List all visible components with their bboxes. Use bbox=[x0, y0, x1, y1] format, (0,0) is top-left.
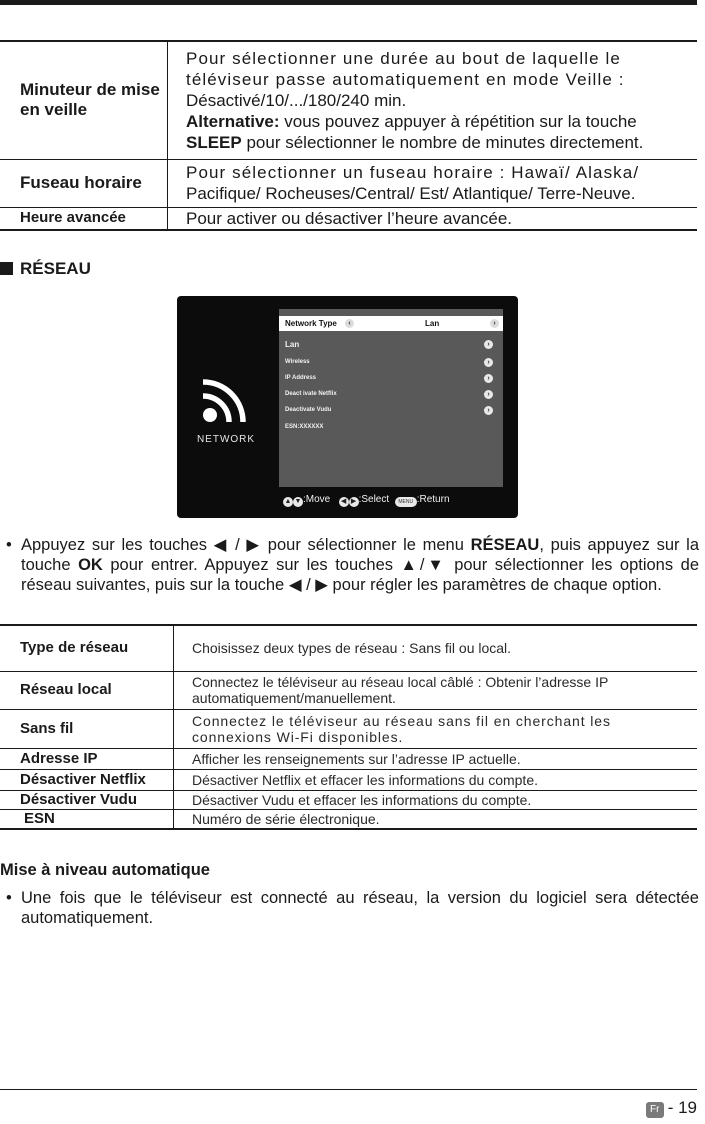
menu-item-deactivate-netflix[interactable]: Deact ivate Netflix › bbox=[285, 387, 497, 402]
auto-update-heading: Mise à niveau automatique bbox=[0, 861, 210, 879]
chevron-right-icon: › bbox=[484, 390, 493, 399]
menu-item-esn: ESN:XXXXXX bbox=[285, 424, 324, 430]
auto-update-bullet: • Une fois que le téléviseur est connecté au réseau, la version du logiciel sera détectée automatiquement. bbox=[6, 889, 699, 927]
footer-rule bbox=[0, 1089, 697, 1090]
menu-button-icon: MENU bbox=[395, 497, 417, 507]
row-value: Connectez le téléviseur au réseau local câblé : Obtenir l’adresse IP automatiquement/manuellement. bbox=[174, 671, 698, 709]
remote-hints-bar: ▲ ▼ :Move ◀ ▶ :Select MENU :Return bbox=[284, 494, 450, 505]
network-label: NETWORK bbox=[196, 434, 256, 445]
right-button-icon: ▶ bbox=[349, 497, 359, 507]
section-heading-reseau: RÉSEAU bbox=[0, 259, 91, 279]
row-key: Adresse IP bbox=[0, 748, 174, 769]
row-key: Désactiver Netflix bbox=[0, 769, 174, 790]
row-value: Connectez le téléviseur au réseau sans fil en cherchant les connexions Wi-Fi disponibles. bbox=[174, 709, 698, 748]
network-options-table bbox=[0, 624, 697, 830]
row-key: Désactiver Vudu bbox=[0, 790, 174, 809]
sleep-settings-table bbox=[0, 40, 697, 231]
wifi-network-icon bbox=[201, 378, 247, 424]
table-row bbox=[0, 671, 697, 709]
row-value: Pour sélectionner un fuseau horaire : Hawaï/ Alaska/ Pacifique/ Rocheuses/Central/ Est/ Atlantique/ Terre-Neuve. bbox=[168, 159, 698, 207]
table-row bbox=[0, 748, 697, 769]
menu-item-ip-address[interactable]: IP Address › bbox=[285, 371, 497, 386]
table-row bbox=[0, 159, 697, 207]
left-button-icon: ◀ bbox=[339, 497, 349, 507]
up-button-icon: ▲ bbox=[284, 498, 292, 505]
row-value: Désactiver Vudu et effacer les informations du compte. bbox=[174, 790, 698, 809]
bullet-dot: • bbox=[6, 889, 12, 907]
table-row bbox=[0, 41, 697, 159]
row-value: Désactiver Netflix et effacer les informations du compte. bbox=[174, 769, 698, 790]
row-value: Choisissez deux types de réseau : Sans fil ou local. bbox=[192, 640, 512, 657]
table-row bbox=[0, 625, 697, 671]
bullet-dot: • bbox=[6, 536, 12, 554]
row-value: Afficher les renseignements sur l’adresse IP actuelle. bbox=[174, 748, 698, 769]
table-row bbox=[0, 809, 697, 829]
table-row bbox=[0, 709, 697, 748]
row-value: Numéro de série électronique. bbox=[174, 809, 698, 829]
network-menu-screenshot bbox=[177, 296, 518, 518]
top-rule bbox=[0, 0, 697, 5]
down-button-icon: ▼ bbox=[294, 498, 302, 505]
row-value: Pour sélectionner une durée au bout de laquelle le téléviseur passe automatiquement en mode Veille : Désactivé/10/.../180/240 min. Alternative: vous pouvez appuyer à répétition sur la touche SLEEP pour sélectionner le nombre de minutes directement. bbox=[186, 48, 644, 152]
network-settings-panel bbox=[279, 309, 503, 487]
row-key: Heure avancée bbox=[0, 207, 168, 230]
row-key: Sans fil bbox=[0, 709, 174, 748]
square-bullet-icon bbox=[0, 262, 13, 275]
language-badge: Fr bbox=[646, 1102, 664, 1118]
row-key: ESN bbox=[0, 809, 174, 829]
menu-item-network-type[interactable]: Network Type ‹ Lan › bbox=[279, 316, 503, 331]
chevron-right-icon: › bbox=[484, 358, 493, 367]
menu-item-wireless[interactable]: Wireless › bbox=[285, 355, 497, 370]
left-arrow-icon: ‹ bbox=[345, 319, 354, 328]
row-value: Pour activer ou désactiver l’heure avancée. bbox=[168, 207, 698, 230]
table-row bbox=[0, 790, 697, 809]
menu-item-deactivate-vudu[interactable]: Deactivate Vudu › bbox=[285, 403, 497, 418]
menu-item-lan[interactable]: Lan › bbox=[285, 337, 497, 352]
chevron-right-icon: › bbox=[484, 374, 493, 383]
right-arrow-icon: › bbox=[490, 319, 499, 328]
chevron-right-icon: › bbox=[484, 340, 493, 349]
chevron-right-icon: › bbox=[484, 406, 493, 415]
row-key: Réseau local bbox=[0, 671, 174, 709]
instruction-bullet: • Appuyez sur les touches ◀ / ▶ pour sélectionner le menu RÉSEAU, puis appuyez sur la touche OK pour entrer. Appuyez sur les touches ▲/▼ pour sélectionner les options de réseau suivantes, puis sur la touche ◀ / ▶ pour régler les paramètres de chaque option. bbox=[6, 536, 700, 594]
row-key: Fuseau horaire bbox=[0, 159, 168, 207]
table-row bbox=[0, 207, 697, 230]
page-number: Fr - 19 bbox=[646, 1098, 697, 1118]
row-key: Type de réseau bbox=[0, 625, 174, 671]
row-key: Minuteur de mise en veille bbox=[0, 41, 168, 159]
table-row bbox=[0, 769, 697, 790]
